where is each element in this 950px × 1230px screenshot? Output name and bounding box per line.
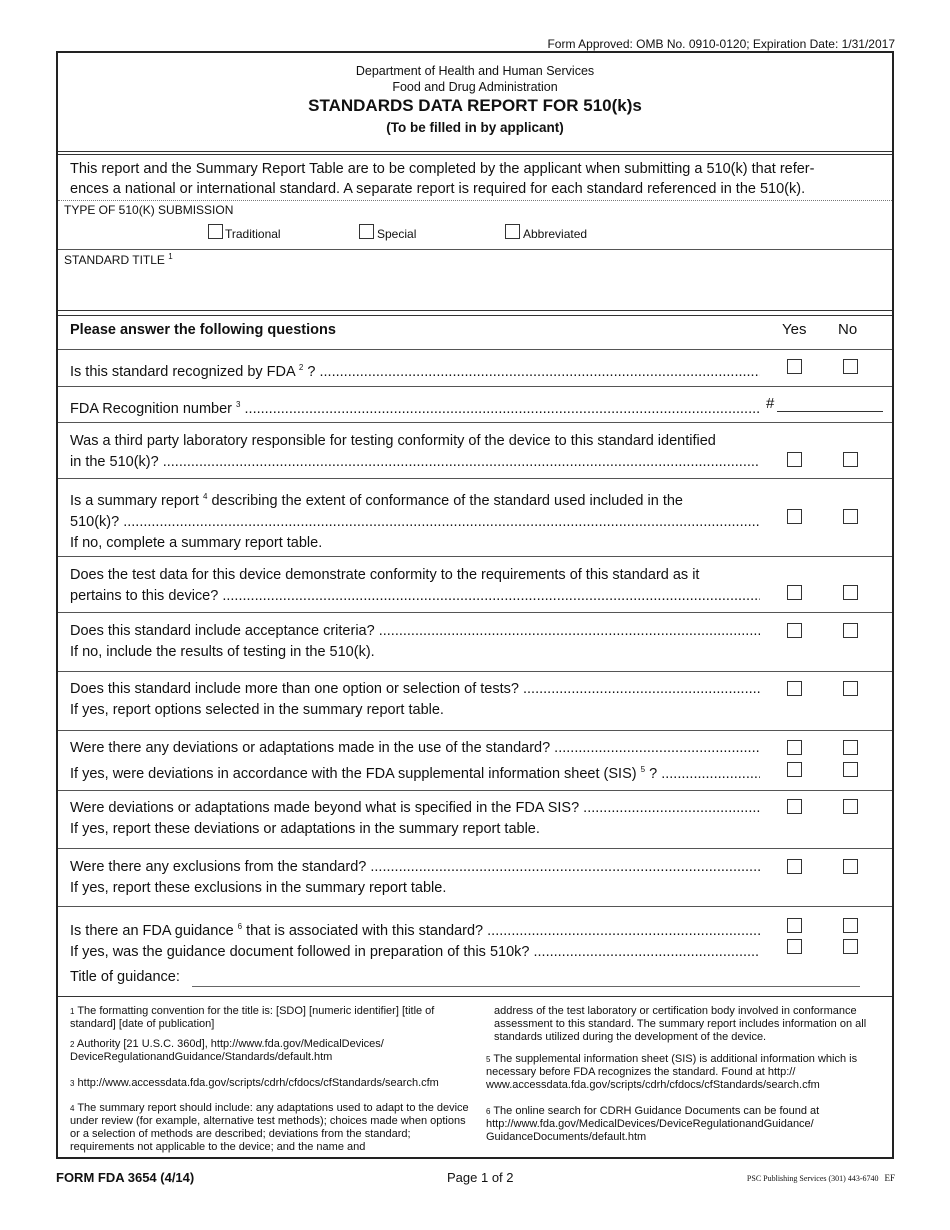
footnote-3: 3 http://www.accessdata.fda.gov/scripts/cdrh/cfdocs/cfStandards/search.cfm xyxy=(70,1077,439,1089)
guidance-title-input[interactable] xyxy=(192,986,860,987)
intro-line-2: ences a national or international standard. A separate report is required for each standard referenced in the 510(k). xyxy=(70,181,806,197)
q11a-no-checkbox[interactable] xyxy=(843,918,858,933)
question-deviations-beyond-sis: Were deviations or adaptations made beyond what is specified in the FDA SIS? ..... If yes, report these deviations or adaptations in the summary report table. xyxy=(70,798,760,840)
question-exclusions: Were there any exclusions from the standard? ..... If yes, report these exclusions in the summary report table. xyxy=(70,857,760,899)
questions-heading: Please answer the following questions xyxy=(70,322,336,338)
question-test-data-conformity: Does the test data for this device demonstrate conformity to the requirements of this standard as it pertains to this device? ..... xyxy=(70,565,760,607)
footnote-4-continued: address of the test laboratory or certification body involved in conformance assessment to this standard. The summary report includes information on all standards utilized during the development of the device. xyxy=(494,1005,867,1043)
q6-no-checkbox[interactable] xyxy=(843,623,858,638)
yes-column-header: Yes xyxy=(782,321,807,338)
publisher-info: PSC Publishing Services (301) 443-6740 EF xyxy=(746,1173,895,1183)
q6-yes-checkbox[interactable] xyxy=(787,623,802,638)
form-subtitle: (To be filled in by applicant) xyxy=(386,120,564,135)
question-options-selection: Does this standard include more than one option or selection of tests? ..... If yes, report options selected in the summary report table. xyxy=(70,679,760,721)
traditional-label: Traditional xyxy=(225,227,281,241)
question-recognition-number: FDA Recognition number $^3$ ..... xyxy=(70,394,760,420)
q8a-no-checkbox[interactable] xyxy=(843,740,858,755)
q1-yes-checkbox[interactable] xyxy=(787,359,802,374)
q5-no-checkbox[interactable] xyxy=(843,585,858,600)
question-deviations: Were there any deviations or adaptations made in the use of the standard? ..... If yes, were deviations in accordance with the FDA supplemental information sheet (SIS) $^5$ ? ..... xyxy=(70,738,760,785)
question-fda-recognized: Is this standard recognized by FDA $^2$ ? ..... xyxy=(70,357,760,383)
q5-yes-checkbox[interactable] xyxy=(787,585,802,600)
special-label: Special xyxy=(377,227,417,241)
intro-line-1: This report and the Summary Report Table are to be completed by the applicant when submitting a 510(k) that refer- xyxy=(70,161,815,177)
question-third-party-lab: Was a third party laboratory responsible for testing conformity of the device to this standard identified in the 510(k)? ..... xyxy=(70,431,760,473)
recognition-number-input[interactable] xyxy=(777,411,883,412)
footnote-5: 5 The supplemental information sheet (SIS) is additional information which is necessary before FDA recognizes the standard. Found at http:// www.accessdata.fda.gov/scripts/cdrh/cfdocs/cfStandards/search.cfm xyxy=(486,1053,858,1091)
standard-title-label: STANDARD TITLE $^1$ xyxy=(64,252,173,267)
page-number: Page 1 of 2 xyxy=(447,1170,514,1185)
intro-text xyxy=(70,159,890,199)
recognition-number-hash: # xyxy=(766,395,775,412)
question-summary-report: Is a summary report $^4$ describing the extent of conformance of the standard used included in the 510(k)? ..... If no, complete a summary report table. xyxy=(70,486,760,554)
standard-title-input[interactable] xyxy=(64,271,884,307)
footnote-4: 4 The summary report should include: any adaptations used to adapt to the device under review (for example, alternative test methods); choices made when options or a selection of methods are described; deviations from the standard; requirements not applicable to the device; and the name and xyxy=(70,1102,469,1153)
footnote-6: 6 The online search for CDRH Guidance Documents can be found at http://www.fda.gov/MedicalDevices/DeviceRegulationandGuidance/ GuidanceDocuments/default.htm xyxy=(486,1105,820,1143)
q10-no-checkbox[interactable] xyxy=(843,859,858,874)
q7-yes-checkbox[interactable] xyxy=(787,681,802,696)
q11b-yes-checkbox[interactable] xyxy=(787,939,802,954)
guidance-title-label: Title of guidance: xyxy=(70,969,180,985)
footnote-2: 2 Authority [21 U.S.C. 360d], http://www.fda.gov/MedicalDevices/ DeviceRegulationandGuidance/Standards/default.htm xyxy=(70,1038,384,1063)
omb-approval: Form Approved: OMB No. 0910-0120; Expiration Date: 1/31/2017 xyxy=(547,37,895,51)
q8b-yes-checkbox[interactable] xyxy=(787,762,802,777)
q9-yes-checkbox[interactable] xyxy=(787,799,802,814)
no-column-header: No xyxy=(838,321,858,338)
q8a-yes-checkbox[interactable] xyxy=(787,740,802,755)
form-frame xyxy=(56,51,894,1159)
question-acceptance-criteria: Does this standard include acceptance criteria? ..... If no, include the results of testing in the 510(k). xyxy=(70,621,760,663)
q1-no-checkbox[interactable] xyxy=(843,359,858,374)
department-name: Department of Health and Human Services xyxy=(355,64,595,78)
q4-no-checkbox[interactable] xyxy=(843,509,858,524)
q11a-yes-checkbox[interactable] xyxy=(787,918,802,933)
form-number: FORM FDA 3654 (4/14) xyxy=(56,1170,195,1185)
question-fda-guidance: Is there an FDA guidance $^6$ that is associated with this standard? ..... If yes, was the guidance document followed in preparation of this 510k? ..... xyxy=(70,916,760,963)
q9-no-checkbox[interactable] xyxy=(843,799,858,814)
q3-no-checkbox[interactable] xyxy=(843,452,858,467)
special-checkbox[interactable] xyxy=(359,224,374,239)
q8b-no-checkbox[interactable] xyxy=(843,762,858,777)
q11b-no-checkbox[interactable] xyxy=(843,939,858,954)
abbreviated-checkbox[interactable] xyxy=(505,224,520,239)
q7-no-checkbox[interactable] xyxy=(843,681,858,696)
traditional-checkbox[interactable] xyxy=(208,224,223,239)
q4-yes-checkbox[interactable] xyxy=(787,509,802,524)
submission-type-label: TYPE OF 510(K) SUBMISSION xyxy=(64,203,234,217)
q3-yes-checkbox[interactable] xyxy=(787,452,802,467)
agency-name: Food and Drug Administration xyxy=(392,80,558,94)
footnote-1: 1 The formatting convention for the title is: [SDO] [numeric identifier] [title of standard] [date of publication] xyxy=(70,1005,435,1030)
abbreviated-label: Abbreviated xyxy=(523,227,588,241)
q10-yes-checkbox[interactable] xyxy=(787,859,802,874)
form-title: STANDARDS DATA REPORT FOR 510(k)s xyxy=(308,96,642,115)
